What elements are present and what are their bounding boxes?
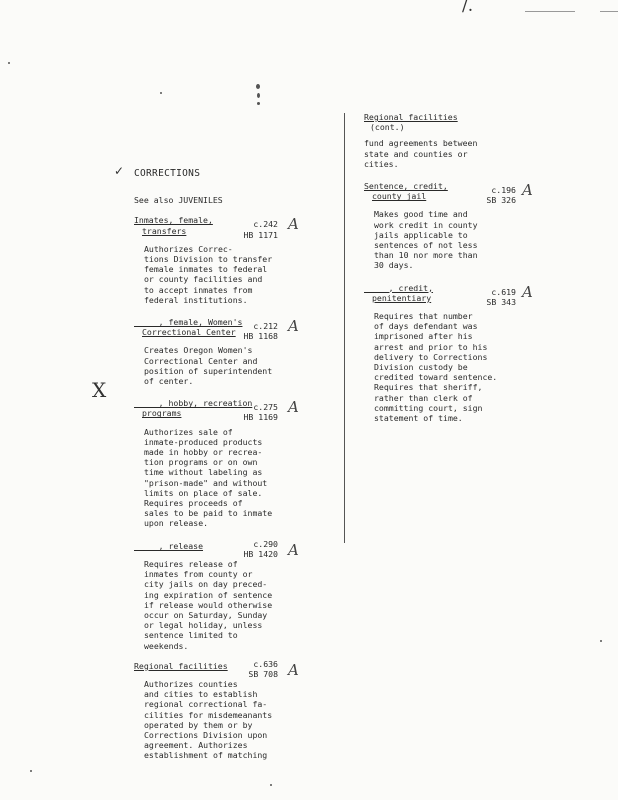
citation-line: SB 708 — [248, 668, 278, 679]
chapter-citation — [243, 321, 278, 341]
handwritten-mark: A — [288, 215, 299, 234]
entry-heading — [134, 398, 299, 423]
left-column — [114, 164, 299, 761]
entry-topic: _____, release — [134, 540, 204, 551]
chapter-citation — [486, 287, 516, 307]
entry-topic: Sentence, credit, — [364, 181, 448, 192]
left-entry-list — [134, 215, 299, 761]
margin-x-mark: X — [92, 378, 107, 402]
top-handwritten-mark: /. — [462, 0, 474, 16]
right-column — [364, 112, 533, 424]
scan-speck — [256, 84, 260, 89]
citation-line: c.290 — [253, 538, 278, 549]
chapter-citation — [243, 539, 278, 559]
entry-topic: penitentiary — [372, 292, 432, 303]
handwritten-mark: A — [288, 398, 299, 417]
citation-line: HB 1169 — [243, 412, 278, 423]
chapter-citation — [486, 185, 516, 205]
index-entry — [134, 538, 299, 651]
citation-line: c.275 — [253, 402, 278, 413]
handwritten-mark: A — [288, 660, 299, 679]
scan-speck — [270, 784, 272, 786]
entry-summary: Requires that number of days defendant was imprisoned after his arrest and prior to his delivery to Corrections Division custody be credited toward sentence. Requires that sheriff, rather than clerk of committing court, sign statement of time. — [374, 311, 498, 424]
index-entry — [134, 317, 299, 387]
scan-speck — [600, 640, 602, 642]
continued-topic-note: (cont.) — [370, 122, 405, 133]
check-mark: ✓ — [114, 164, 125, 178]
citation-line: c.242 — [253, 219, 278, 230]
index-entry — [364, 282, 533, 424]
index-entry — [134, 215, 299, 305]
entry-topic: transfers — [142, 225, 187, 236]
entry-topic: _____, hobby, recreation — [134, 398, 253, 409]
index-entry — [364, 181, 533, 271]
entry-topic: county jail — [372, 191, 427, 202]
entry-topic: Correctional Center — [142, 327, 236, 338]
column-rule — [344, 113, 345, 543]
citation-line: HB 1171 — [243, 229, 278, 240]
entry-heading — [134, 317, 299, 342]
citation-line: HB 1420 — [243, 548, 278, 559]
citation-line: c.619 — [491, 286, 516, 297]
scan-speck — [30, 770, 32, 772]
entry-summary: Requires release of inmates from county or city jails on day preced- ing expiration of sentence if release would otherwise occur on Saturday, Sunday or legal holiday, unless sentence limited to weekends. — [144, 558, 273, 651]
entry-summary: Authorizes Correc- tions Division to transfer female inmates to federal or county facilities and to accept inmates from federal institutions. — [144, 243, 273, 305]
citation-line: HB 1168 — [243, 331, 278, 342]
continued-topic-line: Regional facilities — [364, 112, 458, 122]
entry-heading — [134, 658, 299, 679]
entry-summary: Creates Oregon Women's Correctional Center and position of superintendent of center. — [144, 345, 273, 387]
entry-summary: Authorizes counties and cities to establish regional correctional fa- cilities for misdemeanants operated by them or by Corrections Division upon agreement. Authorizes establishment of matching — [144, 678, 273, 761]
entry-topic: programs — [142, 408, 182, 419]
scan-speck — [160, 92, 162, 94]
entry-heading — [134, 215, 299, 240]
citation-line: SB 343 — [486, 296, 516, 307]
entry-topic: Inmates, female, — [134, 215, 213, 226]
index-entry — [134, 658, 299, 761]
scan-speck — [8, 62, 10, 64]
citation-line: c.636 — [253, 658, 278, 669]
citation-line: SB 326 — [486, 195, 516, 206]
see-also: See also JUVENILES — [134, 195, 223, 206]
top-edge-line — [600, 11, 618, 12]
chapter-citation — [243, 402, 278, 422]
chapter-citation — [243, 219, 278, 239]
scan-speck — [257, 102, 260, 105]
chapter-citation — [248, 659, 278, 679]
citation-line: c.196 — [491, 185, 516, 196]
scan-speck — [257, 93, 260, 98]
entry-topic: _____, credit, — [364, 282, 434, 293]
handwritten-mark: A — [522, 282, 533, 301]
entry-heading — [134, 538, 299, 559]
citation-line: c.212 — [253, 321, 278, 332]
handwritten-mark: A — [522, 181, 533, 200]
entry-heading — [364, 181, 533, 206]
continued-body: fund agreements between state and counties or cities. — [364, 138, 478, 169]
index-entry — [134, 398, 299, 529]
handwritten-mark: A — [288, 317, 299, 336]
handwritten-mark: A — [288, 540, 299, 559]
top-edge-line — [525, 11, 575, 12]
entry-summary: Makes good time and work credit in county jails applicable to sentences of not less than 10 nor more than 30 days. — [374, 209, 478, 271]
right-entry-list — [364, 181, 533, 424]
entry-summary: Authorizes sale of inmate-produced products made in hobby or recrea- tion programs or on own time without labeling as "prison-made" and without limits on place of sale. Requires proceeds of sales to be paid to inmate upon release. — [144, 426, 273, 529]
entry-topic: _____, female, Women's — [134, 317, 243, 328]
entry-topic: Regional facilities — [134, 660, 228, 671]
continued-entry — [364, 112, 516, 169]
entry-heading — [364, 282, 533, 307]
section-heading: CORRECTIONS — [134, 168, 201, 179]
